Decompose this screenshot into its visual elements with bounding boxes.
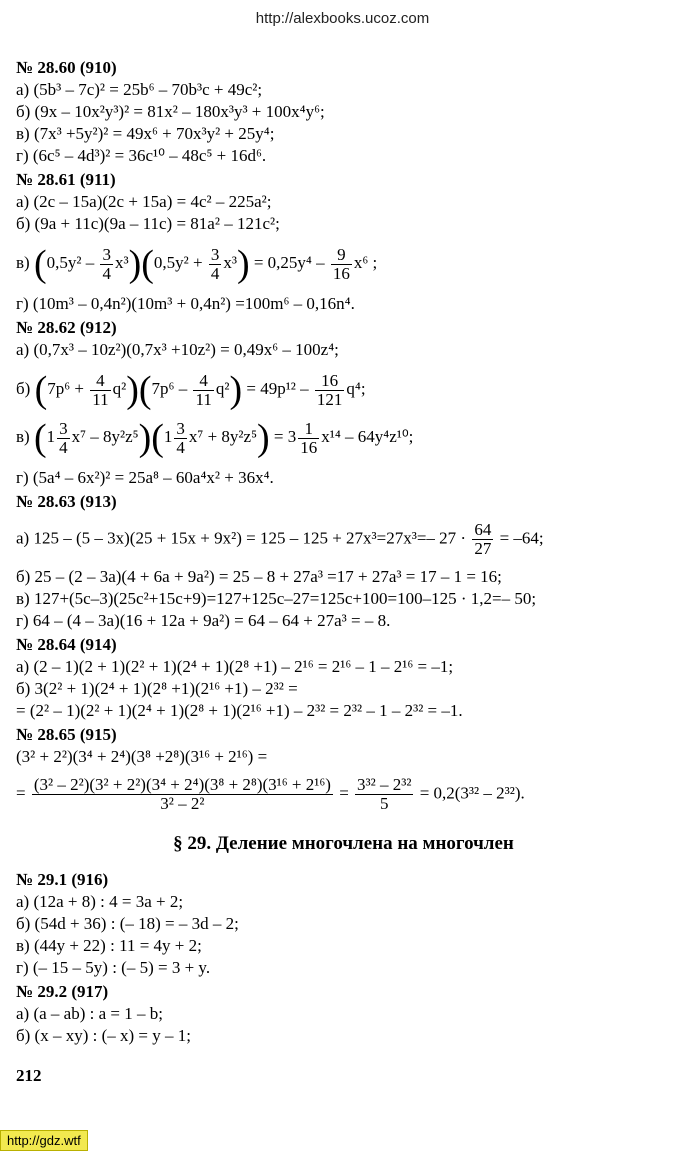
fraction-numerator: 1 [298, 420, 319, 439]
left-paren-icon: ( [33, 417, 47, 459]
fraction-numerator: 64 [474, 520, 492, 539]
page-content [16, 55, 671, 1087]
term: x³ [223, 252, 237, 272]
term: 1 [163, 426, 173, 446]
term: x³ [114, 252, 129, 272]
fraction-denominator: 16 [332, 263, 350, 283]
solution-line-fraction [16, 245, 671, 283]
item-label: в) [16, 426, 30, 446]
term: а) 125 – (5 – 3x)(25 + 15x + 9x²) = 125 – 125 + 27x³=27x³=– 27 · [16, 528, 467, 548]
solution-line: б) 25 – (2 – 3a)(4 + 6a + 9a²) = 25 – 8 + 27a³ =17 + 27a³ = 17 – 1 = 16; [16, 567, 502, 586]
fraction-numerator: 3³² – 2³² [357, 775, 412, 794]
solution-line-fraction [16, 371, 671, 409]
fraction-numerator: 3 [102, 244, 111, 264]
fraction [298, 420, 319, 457]
left-paren-icon: ( [141, 243, 154, 285]
solution-line: в) 127+(5c–3)(25c²+15c+9)=127+125c–27=125c+100=100–125 · 1,2=– 50; [16, 589, 537, 608]
fraction [32, 776, 333, 813]
term: q² [215, 378, 230, 398]
term: q⁴; [346, 378, 366, 398]
fraction-numerator: 9 [331, 246, 352, 265]
page-number: 212 [16, 1066, 42, 1085]
term: = [16, 783, 26, 803]
solution-line: а) (0,7x³ – 10z²)(0,7x³ +10z²) = 0,49x⁶ – 100z⁴; [16, 340, 339, 359]
item-label: б) [16, 378, 31, 398]
problem-heading-29-1: № 29.1 (916) [16, 870, 109, 889]
fraction-numerator: 3 [176, 418, 185, 438]
fraction-denominator: 5 [379, 794, 389, 813]
right-paren-icon: ) [138, 417, 152, 459]
fraction-denominator: 3² – 2² [160, 794, 205, 813]
solution-line: = (2² – 1)(2² + 1)(2⁴ + 1)(2⁸ + 1)(2¹⁶ +1) – 2³² = 2³² – 1 – 2³² = –1. [16, 701, 463, 720]
site-url-header: http://alexbooks.ucoz.com [255, 10, 430, 27]
fraction [331, 246, 352, 283]
problem-heading-28-61: № 28.61 (911) [16, 170, 116, 189]
solution-line: г) (– 15 – 5y) : (– 5) = 3 + y. [16, 958, 211, 977]
solution-line: г) (5a⁴ – 6x²)² = 25a⁸ – 60a⁴x² + 36x⁴. [16, 468, 274, 487]
fraction [315, 372, 345, 409]
problem-heading-28-65: № 28.65 (915) [16, 725, 117, 744]
problem-heading-28-64: № 28.64 (914) [16, 635, 117, 654]
solution-line: б) (54d + 36) : (– 18) = – 3d – 2; [16, 914, 239, 933]
term: x⁷ – 8y²z⁵ [71, 426, 139, 446]
fraction [355, 776, 413, 813]
solution-line: а) (12a + 8) : 4 = 3a + 2; [16, 892, 184, 911]
term: = 49p¹² – [246, 378, 309, 398]
solution-line: а) (2 – 1)(2 + 1)(2² + 1)(2⁴ + 1)(2⁸ +1) – 2¹⁶ = 2¹⁶ – 1 – 2¹⁶ = –1; [16, 657, 454, 676]
solution-line: г) (6c⁵ – 4d³)² = 36c¹⁰ – 48c⁵ + 16d⁶. [16, 146, 267, 165]
fraction-denominator: 4 [59, 437, 68, 457]
fraction [100, 246, 113, 283]
solution-line: б) 3(2² + 1)(2⁴ + 1)(2⁸ +1)(2¹⁶ +1) – 2³² = [16, 679, 298, 698]
term: 0,5y² + [153, 252, 203, 272]
fraction-numerator: 4 [193, 372, 213, 391]
term: 1 [46, 426, 56, 446]
fraction-denominator: 11 [92, 389, 109, 409]
fraction-denominator: 11 [195, 389, 212, 409]
term: = 0,25y⁴ – [253, 252, 325, 272]
section-heading: § 29. Деление многочлена на многочлен [173, 833, 514, 854]
fraction-denominator: 4 [210, 263, 220, 283]
term: = [339, 783, 349, 803]
fraction-numerator: 3 [59, 418, 68, 438]
solution-line: (3² + 2²)(3⁴ + 2⁴)(3⁸ +2⁸)(3¹⁶ + 2¹⁶) = [16, 747, 268, 766]
solution-line: б) (x – xy) : (– x) = y – 1; [16, 1026, 191, 1045]
solution-line: г) 64 – (4 – 3a)(16 + 12a + 9a²) = 64 – 64 + 27a³ = – 8. [16, 611, 391, 630]
fraction-denominator: 16 [300, 437, 318, 457]
left-paren-icon: ( [151, 417, 164, 459]
fraction-numerator: (3² – 2²)(3² + 2²)(3⁴ + 2⁴)(3⁸ + 2⁸)(3¹⁶ + 2¹⁶) [33, 775, 331, 794]
right-paren-icon: ) [126, 369, 139, 411]
fraction [209, 246, 222, 283]
fraction-denominator: 4 [102, 263, 111, 283]
fraction [472, 521, 493, 558]
fraction [57, 420, 70, 457]
term: 0,5y² – [46, 252, 95, 272]
term: 7p⁶ – [151, 378, 188, 398]
solution-line-fraction [16, 521, 671, 558]
right-paren-icon: ) [229, 369, 243, 411]
problem-heading-28-62: № 28.62 (912) [16, 318, 117, 337]
problem-heading-28-60: № 28.60 (910) [16, 58, 117, 77]
solution-line: б) (9x – 10x²y³)² = 81x² – 180x³y³ + 100x⁴y⁶; [16, 102, 325, 121]
left-paren-icon: ( [34, 369, 48, 411]
fraction-numerator: 3 [210, 244, 220, 264]
problem-heading-29-2: № 29.2 (917) [16, 982, 109, 1001]
fraction-denominator: 4 [176, 437, 185, 457]
footer-link[interactable]: http://gdz.wtf [0, 1130, 88, 1151]
solution-line: в) (44y + 22) : 11 = 4y + 2; [16, 936, 202, 955]
fraction-denominator: 27 [474, 539, 492, 558]
term: x¹⁴ – 64y⁴z¹⁰; [321, 426, 414, 446]
solution-line: б) (9a + 11c)(9a – 11c) = 81a² – 121c²; [16, 214, 280, 233]
term: x⁷ + 8y²z⁵ [188, 426, 258, 446]
term: x⁶ ; [353, 252, 378, 272]
right-paren-icon: ) [236, 243, 250, 285]
fraction [90, 372, 110, 409]
term: = 0,2(3³² – 2³²). [419, 783, 525, 803]
term: = 3 [273, 426, 297, 446]
term: q² [112, 378, 127, 398]
solution-line: а) (5b³ – 7c)² = 25b⁶ – 70b³c + 49c²; [16, 80, 263, 99]
left-paren-icon: ( [33, 243, 47, 285]
right-paren-icon: ) [257, 417, 270, 459]
fraction [174, 420, 187, 457]
solution-line: г) (10m³ – 0,4n²)(10m³ + 0,4n²) =100m⁶ – 0,16n⁴. [16, 294, 355, 313]
fraction [193, 372, 213, 409]
term: 7p⁶ + [47, 378, 84, 398]
solution-line: а) (a – ab) : a = 1 – b; [16, 1004, 163, 1023]
solution-line-fraction [16, 776, 671, 813]
item-label: в) [16, 252, 30, 272]
solution-line: в) (7x³ +5y²)² = 49x⁶ + 70x³y² + 25y⁴; [16, 124, 275, 143]
problem-heading-28-63: № 28.63 (913) [16, 492, 117, 511]
fraction-denominator: 121 [316, 389, 343, 409]
term: = –64; [499, 528, 544, 548]
fraction-numerator: 16 [315, 372, 345, 391]
solution-line: а) (2c – 15a)(2c + 15a) = 4c² – 225a²; [16, 192, 272, 211]
right-paren-icon: ) [128, 243, 142, 285]
fraction-numerator: 4 [90, 372, 110, 391]
solution-line-fraction [16, 419, 671, 457]
left-paren-icon: ( [138, 369, 152, 411]
